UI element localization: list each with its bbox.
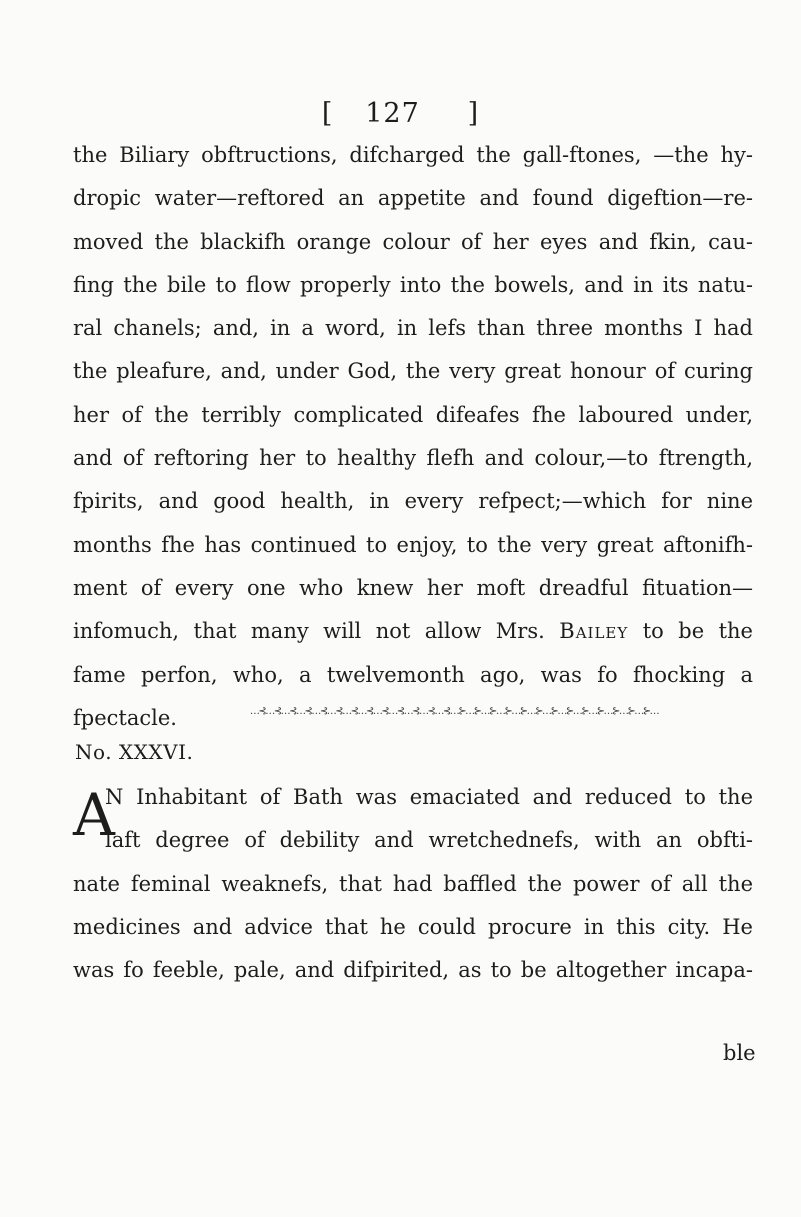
header-left-bracket: [ (321, 98, 334, 129)
passage-1-line: fame perfon, who, a twelvemonth ago, was fo fhocking a (73, 662, 753, 687)
passage-1-line: months fhe has continued to enjoy, to the very great aftonifh- (73, 532, 753, 557)
header-right-bracket: ] (467, 98, 480, 129)
passage-2-line: was fo feeble, pale, and difpirited, as to be altogether incapa- (73, 958, 753, 983)
passage-1-line: her of the terribly complicated difeafes fhe laboured under, (73, 402, 753, 427)
passage-1-line-with-name (73, 610, 753, 653)
passage-2-line: N Inhabitant of Bath was emaciated and reduced to the (105, 785, 753, 809)
passage-1-line: ment of every one who knew her moft dreadful fituation— (73, 575, 753, 600)
passage-1-line: ral chanels; and, in a word, in lefs than three months I had (73, 316, 753, 341)
passage-1-line: and of reftoring her to healthy flefh and colour,—to ftrength, (73, 446, 753, 471)
drop-cap: A (73, 781, 115, 849)
line-12-before: infomuch, that many will not allow Mrs. (73, 619, 545, 644)
running-header (0, 98, 801, 129)
line-12-after: to be the (642, 619, 753, 644)
passage-1-last-line: fpectacle. (73, 705, 177, 730)
passage-2-line: nate feminal weaknefs, that had baffled the power of all the (73, 871, 753, 896)
passage-2-line: laft degree of debility and wretchednefs, with an obfti- (105, 828, 753, 853)
section-heading: No. XXXVI. (75, 740, 194, 764)
passage-2-line: medicines and advice that he could procure in this city. He (73, 914, 753, 939)
passage-1-line: moved the blackifh orange colour of her eyes and fkin, cau- (73, 229, 753, 254)
page-number: 127 (365, 98, 420, 129)
passage-1-line: dropic water—reftored an appetite and found digeftion—re- (73, 186, 753, 211)
passage-1-line: the pleafure, and, under God, the very great honour of curing (73, 359, 753, 384)
passage-1-line: fing the bile to flow properly into the bowels, and in its natu- (73, 272, 753, 297)
passage-2 (73, 776, 753, 992)
passage-1 (73, 134, 753, 740)
person-name: Bailey (559, 619, 629, 644)
final-word: ble (723, 1041, 756, 1065)
passage-1-line: fpirits, and good health, in every refpect;—which for nine (73, 489, 753, 514)
ornamental-divider: …⊰…⊰…⊰…⊰…⊰…⊰…⊰…⊰…⊰…⊰…⊰…⊰…⊰…⊱…⊱…⊱…⊱…⊱…⊱…⊱…⊱…⊱…⊱…⊱…⊱…⊱… (249, 706, 659, 717)
passage-1-line: the Biliary obftructions, difcharged the gall-ftones, —the hy- (73, 143, 753, 167)
